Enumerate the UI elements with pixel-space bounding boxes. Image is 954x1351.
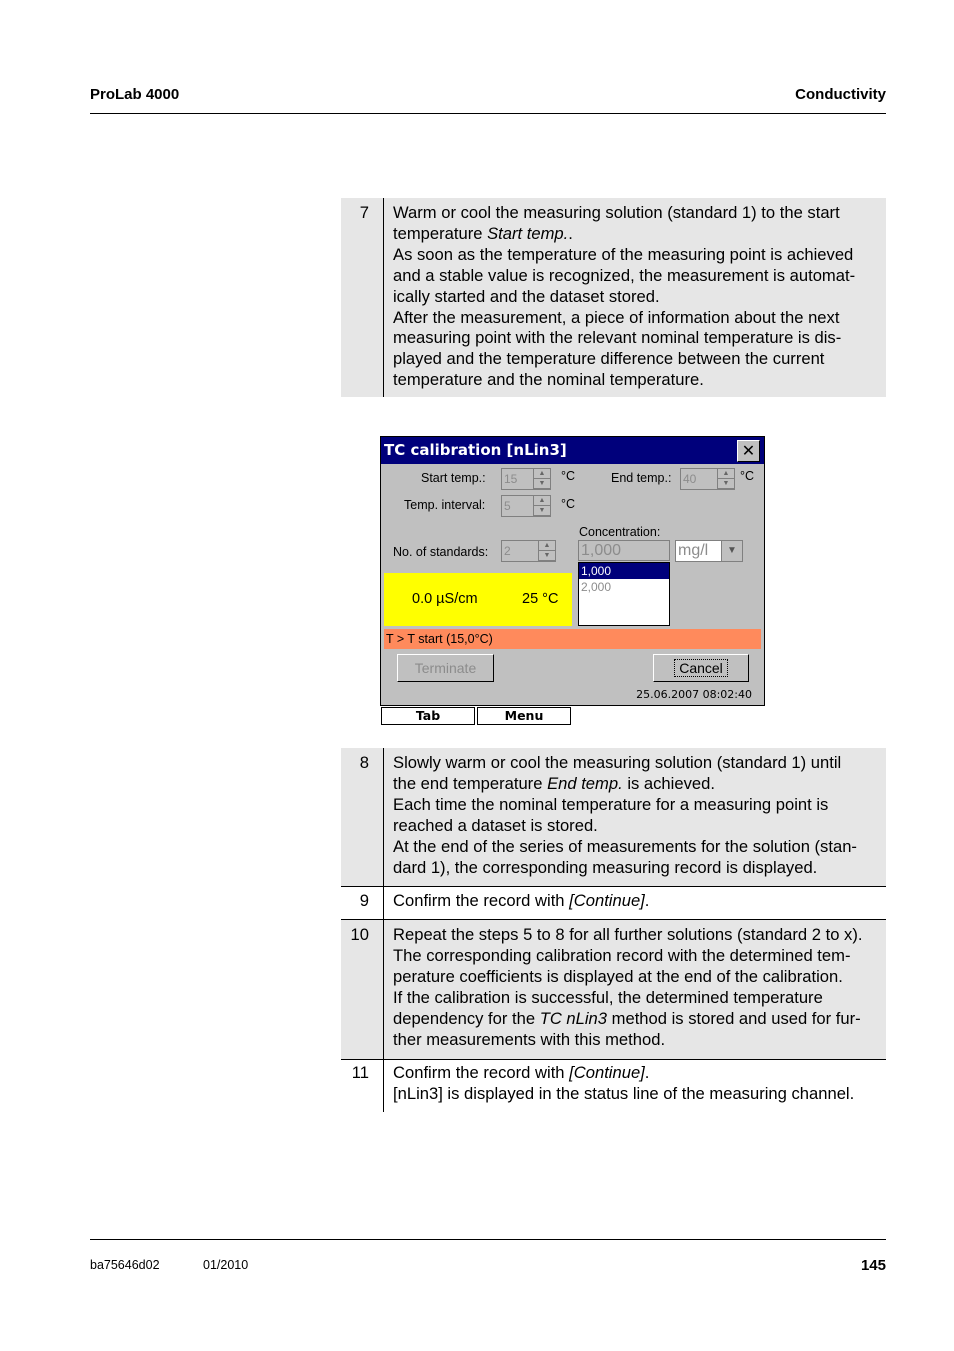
start-temp-spinner[interactable] bbox=[501, 468, 551, 490]
start-temp-value: 15 bbox=[504, 472, 518, 486]
footer-rule bbox=[90, 1239, 886, 1240]
step-11 bbox=[341, 1058, 886, 1112]
step-line: Each time the nominal temperature for a measuring point is bbox=[393, 794, 829, 814]
start-temp-label: Start temp.: bbox=[421, 471, 486, 485]
spin-up-icon[interactable]: ▲ bbox=[534, 469, 550, 479]
concentration-option[interactable]: 1,000 bbox=[579, 563, 669, 579]
step-text bbox=[393, 1058, 886, 1105]
step-number: 9 bbox=[341, 886, 384, 919]
timestamp: 25.06.2007 08:02:40 bbox=[636, 688, 752, 701]
chevron-down-icon[interactable]: ▼ bbox=[721, 541, 742, 561]
spin-up-icon[interactable]: ▲ bbox=[534, 496, 550, 506]
end-temp-value: 40 bbox=[683, 472, 697, 486]
step-text bbox=[393, 198, 886, 391]
step-line: temperature and the nominal temperature. bbox=[393, 370, 704, 390]
temp-interval-label: Temp. interval: bbox=[404, 498, 486, 512]
tab-softkey[interactable]: Tab bbox=[381, 707, 475, 725]
terminate-button[interactable] bbox=[397, 654, 494, 682]
step-line: dependency for the TC nLin3 method is stored and used for fur- bbox=[393, 1008, 861, 1028]
spin-up-icon[interactable]: ▲ bbox=[539, 541, 555, 551]
spin-down-icon[interactable]: ▼ bbox=[718, 479, 734, 489]
status-warning: T > T start (15,0°C) bbox=[384, 629, 761, 649]
footer-doc-id: ba75646d02 bbox=[90, 1258, 160, 1272]
step-8 bbox=[341, 748, 886, 887]
temp-interval-value: 5 bbox=[504, 499, 511, 513]
measurement-display bbox=[384, 573, 572, 626]
step-text bbox=[393, 920, 886, 1050]
step-line: measuring point with the relevant nominal temperature is dis- bbox=[393, 328, 842, 348]
step-7 bbox=[341, 198, 886, 397]
step-line: Slowly warm or cool the measuring solution (standard 1) until bbox=[393, 753, 842, 772]
step-number: 8 bbox=[341, 748, 384, 886]
step-line: temperature Start temp.. bbox=[393, 223, 573, 243]
step-line: perature coefficients is displayed at the end of the calibration. bbox=[393, 966, 843, 986]
concentration-input[interactable]: 1,000 bbox=[578, 540, 670, 561]
step-number: 10 bbox=[341, 920, 384, 1059]
start-temp-unit: °C bbox=[561, 469, 576, 483]
temp-interval-spinner[interactable] bbox=[501, 495, 551, 517]
dialog-status-bar bbox=[380, 684, 765, 706]
step-number: 7 bbox=[341, 198, 384, 397]
terminate-label: Terminate bbox=[414, 660, 477, 676]
step-text bbox=[393, 886, 886, 912]
header-product: ProLab 4000 bbox=[90, 86, 180, 103]
step-line: As soon as the temperature of the measuring point is achieved bbox=[393, 244, 854, 264]
cancel-label: Cancel bbox=[675, 660, 727, 676]
step-line: [nLin3] is displayed in the status line of the measuring channel. bbox=[393, 1083, 855, 1103]
spin-down-icon[interactable]: ▼ bbox=[539, 551, 555, 561]
step-line: and a stable value is recognized, the measurement is automat- bbox=[393, 265, 856, 285]
menu-softkey[interactable]: Menu bbox=[477, 707, 571, 725]
step-line: played and the temperature difference between the current bbox=[393, 349, 825, 369]
concentration-list[interactable] bbox=[578, 562, 670, 626]
spin-down-icon[interactable]: ▼ bbox=[534, 506, 550, 516]
spin-up-icon[interactable]: ▲ bbox=[718, 469, 734, 479]
step-line: After the measurement, a piece of information about the next bbox=[393, 307, 840, 327]
concentration-label: Concentration: bbox=[579, 525, 661, 539]
step-9 bbox=[341, 886, 886, 919]
step-10 bbox=[341, 919, 886, 1060]
standards-spinner[interactable] bbox=[501, 540, 556, 562]
step-line: If the calibration is successful, the determined temperature bbox=[393, 987, 823, 1007]
step-number: 11 bbox=[341, 1058, 384, 1112]
temp-interval-unit: °C bbox=[561, 497, 576, 511]
dialog-title: TC calibration [nLin3] bbox=[381, 437, 764, 464]
step-text bbox=[393, 748, 886, 878]
page-number: 145 bbox=[860, 1257, 886, 1274]
step-line: ically started and the dataset stored. bbox=[393, 286, 660, 306]
temperature-reading: 25 °C bbox=[522, 591, 559, 607]
concentration-option[interactable]: 2,000 bbox=[581, 580, 612, 594]
step-line: Repeat the steps 5 to 8 for all further solutions (standard 2 to x). bbox=[393, 925, 863, 944]
spin-down-icon[interactable]: ▼ bbox=[534, 479, 550, 489]
step-line: dard 1), the corresponding measuring record is displayed. bbox=[393, 857, 818, 877]
end-temp-spinner[interactable] bbox=[680, 468, 735, 490]
step-line: Confirm the record with [Continue]. bbox=[393, 1063, 650, 1082]
header-rule bbox=[90, 113, 886, 114]
conductivity-reading: 0.0 µS/cm bbox=[412, 591, 478, 607]
step-line: the end temperature End temp. is achieved. bbox=[393, 773, 715, 793]
end-temp-label: End temp.: bbox=[611, 471, 672, 485]
step-line: ther measurements with this method. bbox=[393, 1029, 666, 1049]
standards-value: 2 bbox=[504, 544, 511, 558]
step-line: Warm or cool the measuring solution (standard 1) to the start bbox=[393, 203, 840, 222]
step-line: reached a dataset is stored. bbox=[393, 815, 598, 835]
end-temp-unit: °C bbox=[740, 469, 755, 483]
unit-select-value: mg/l bbox=[678, 542, 709, 559]
cancel-button[interactable] bbox=[653, 654, 749, 682]
close-icon[interactable]: ✕ bbox=[737, 440, 760, 462]
step-line: At the end of the series of measurements for the solution (stan- bbox=[393, 836, 857, 856]
step-line: Confirm the record with [Continue]. bbox=[393, 891, 650, 910]
footer-date: 01/2010 bbox=[203, 1258, 249, 1272]
standards-label: No. of standards: bbox=[393, 545, 489, 559]
header-section: Conductivity bbox=[795, 86, 886, 103]
unit-select[interactable] bbox=[675, 540, 743, 562]
step-line: The corresponding calibration record with the determined tem- bbox=[393, 945, 851, 965]
